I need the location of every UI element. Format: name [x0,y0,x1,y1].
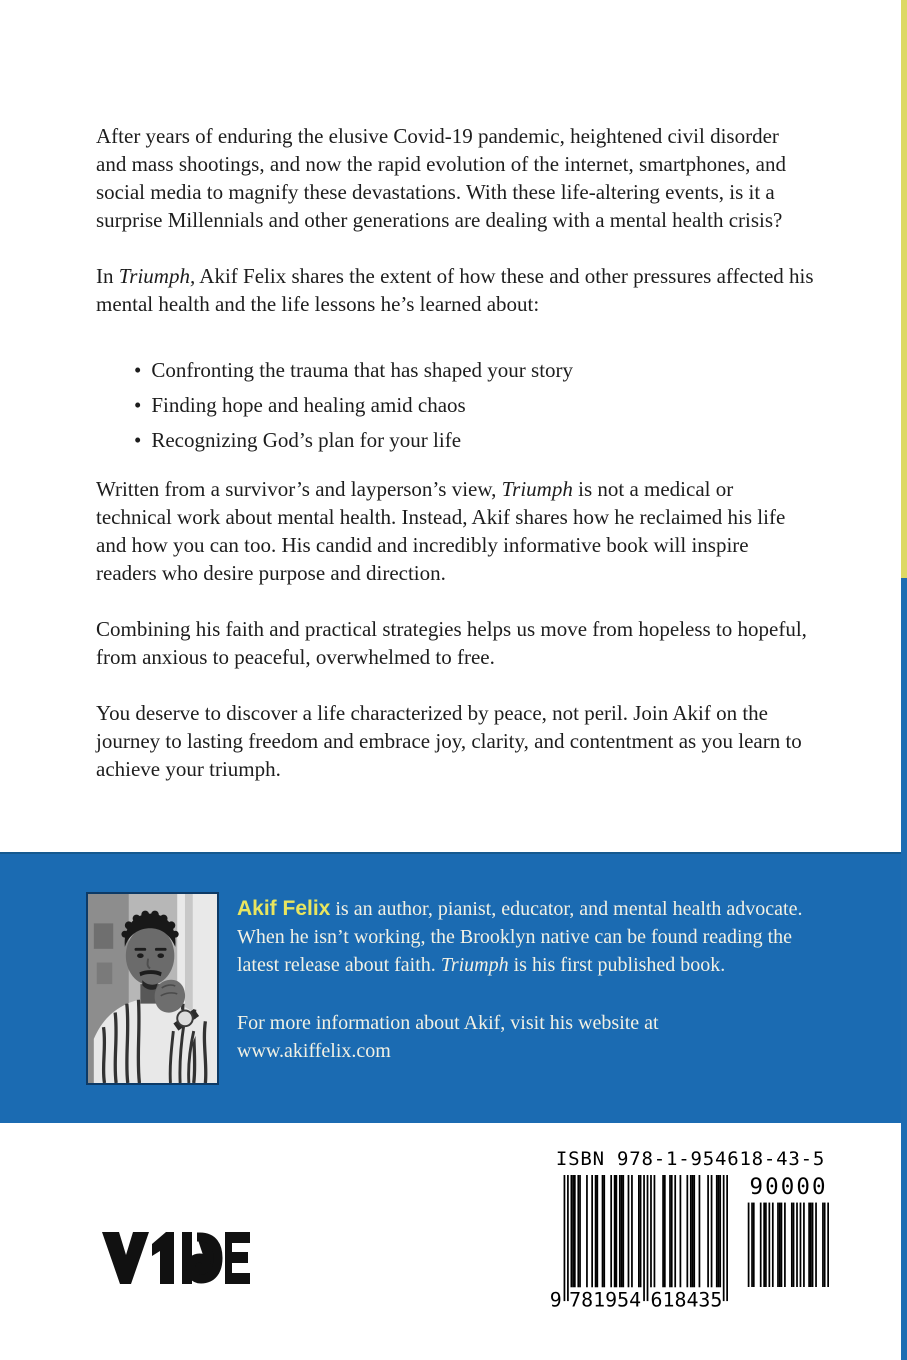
synopsis-paragraph-3 [96,475,814,587]
bio-text: is an author, pianist, educator, and mental health advocate. When he isn’t working, the Brooklyn native can be found reading the latest release about faith. [237,898,803,976]
synopsis-paragraph-1: After years of enduring the elusive Covid-19 pandemic, heightened civil disorder and mass shootings, and now the rapid evolution of the internet, smartphones, and social media to magnify these devastations. With these life-altering events, is it a surprise Millennials and other generations are dealing with a mental health crisis? [96,124,786,232]
synopsis [96,122,814,811]
synopsis-paragraph-4: Combining his faith and practical strategies helps us move from hopeless to hopeful, from anxious to peaceful, overwhelmed to free. [96,617,807,669]
author-bio-paragraph [237,895,817,979]
lessons-list [134,356,814,454]
synopsis-paragraph-2 [96,262,814,318]
author-name: Akif Felix [237,897,331,920]
bio-text-end: is his first published book. [508,954,726,976]
barcode-row [548,1175,833,1308]
front-cover-edge-yellow [901,0,907,578]
author-photo [86,892,219,1085]
ean5-barcode [746,1175,829,1287]
barcode-lead-digit: 9 [549,1288,562,1308]
author-bio-band [0,852,907,1123]
barcode-price-code: 90000 [749,1175,826,1200]
author-bio [237,895,817,1065]
isbn-label: ISBN 978-1-954618-43-5 [555,1148,826,1170]
front-cover-edge-blue [901,578,907,1360]
list-item: • Recognizing God’s plan for your life [134,426,814,454]
barcode-digit-group-2: 618435 [650,1288,723,1308]
isbn-block [548,1148,833,1308]
publisher-logo-vide [100,1230,250,1286]
paragraph-2-text: In [96,264,119,288]
list-item: • Confronting the trauma that has shaped your story [134,356,814,384]
website-note: For more information about Akif, visit his website at www.akiffelix.com [237,1012,659,1062]
paragraph-3-text-cont: is not a medical or technical work about mental health. Instead, Akif shares how he reclaimed his life and how you can too. His candid and incredibly informative book will inspire readers who desire purpose and direction. [96,477,786,585]
paragraph-2-text-cont: Akif Felix shares the extent of how these and other pressures affected his mental health and the life lessons he’s learned about: [96,264,814,316]
barcode-digit-group-1: 781954 [569,1288,642,1308]
synopsis-paragraph-5: You deserve to discover a life characterized by peace, not peril. Join Akif on the journey to lasting freedom and embrace joy, clarity, and contentment as you learn to achieve your triumph. [96,701,802,781]
book-title-italic: Triumph, [118,264,196,288]
book-title-italic: Triumph [440,954,509,976]
book-title-italic: Triumph [501,477,573,501]
list-item: • Finding hope and healing amid chaos [134,391,814,419]
ean13-barcode [548,1175,728,1308]
paragraph-3-text: Written from a survivor’s and layperson’s view, [96,477,502,501]
